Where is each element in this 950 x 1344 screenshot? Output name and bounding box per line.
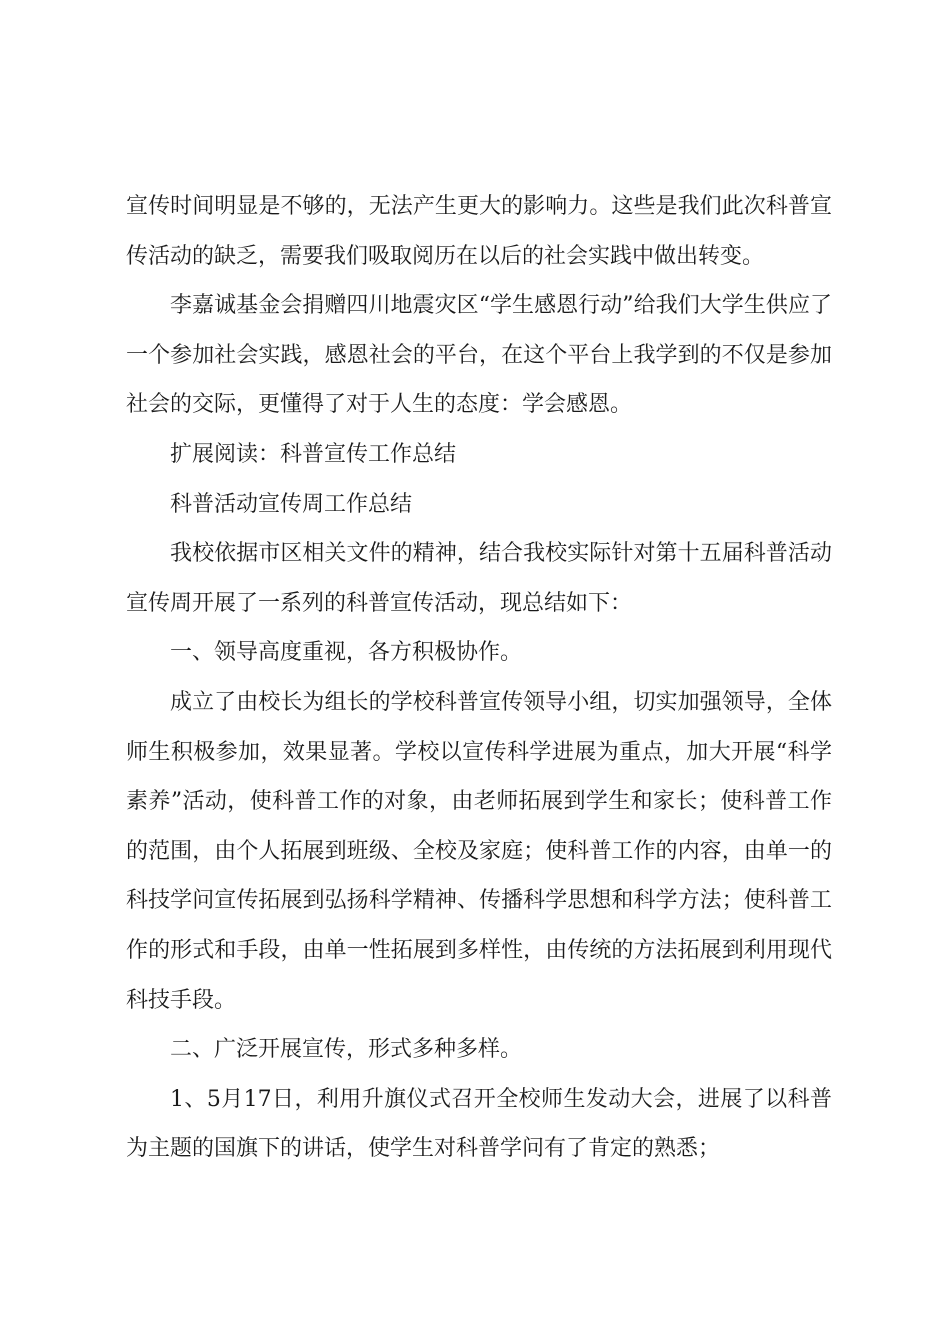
document-body <box>126 182 832 1174</box>
paragraph-foundation-gratitude: 李嘉诚基金会捐赠四川地震灾区“学生感恩行动”给我们大学生供应了一个参加社会实践，感恩社会的平台，在这个平台上我学到的不仅是参加社会的交际，更懂得了对于人生的态度：学会感恩。 <box>126 293 832 418</box>
paragraph-extended-reading: 扩展阅读：科普宣传工作总结 <box>170 441 457 467</box>
paragraph-may-17: 1、5月17日，利用升旗仪式召开全校师生发动大会，进展了以科普为主题的国旗下的讲话，使学生对科普学问有了肯定的熟悉； <box>126 1086 832 1162</box>
paragraph-publicity-shortcomings: 宣传时间明显是不够的，无法产生更大的影响力。这些是我们此次科普宣传活动的缺乏，需要我们吸取阅历在以后的社会实践中做出转变。 <box>126 194 832 269</box>
heading-leadership: 一、领导高度重视，各方积极协作。 <box>170 640 523 666</box>
paragraph-intro: 我校依据市区相关文件的精神，结合我校实际针对第十五届科普活动宣传周开展了一系列的科普宣传活动，现总结如下： <box>126 541 832 616</box>
section-title: 科普活动宣传周工作总结 <box>170 491 413 517</box>
heading-publicity: 二、广泛开展宣传，形式多种多样。 <box>170 1037 523 1063</box>
paragraph-leadership-group: 成立了由校长为组长的学校科普宣传领导小组，切实加强领导，全体师生积极参加，效果显著。学校以宣传科学进展为重点，加大开展“科学素养”活动，使科普工作的对象，由老师拓展到学生和家长；使科普工作的范围，由个人拓展到班级、全校及家庭；使科普工作的内容，由单一的科技学问宣传拓展到弘扬科学精神、传播科学思想和科学方法；使科普工作的形式和手段，由单一性拓展到多样性，由传统的方法拓展到利用现代科技手段。 <box>126 689 832 1013</box>
